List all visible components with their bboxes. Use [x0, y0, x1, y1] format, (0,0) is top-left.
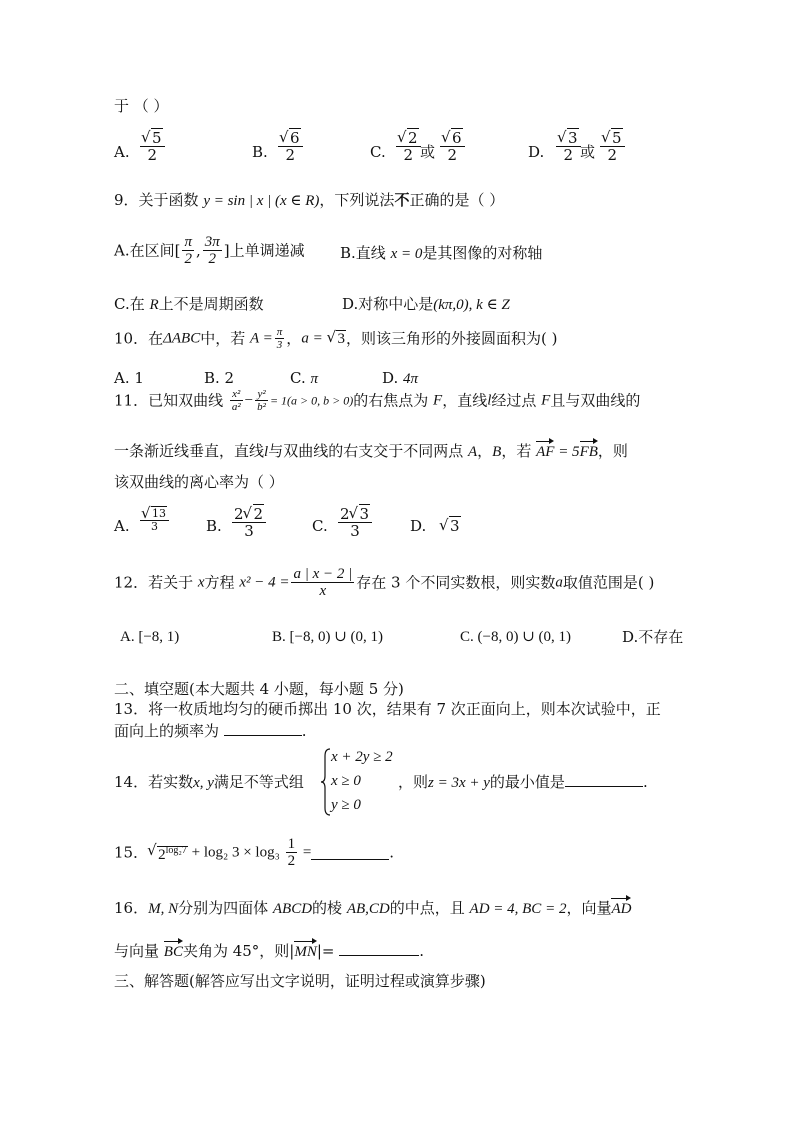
option-a-value: √ $\frac{5}{2}$ — [140, 130, 165, 163]
q12-option-b: B. [−8, 0) ∪ (0, 1) — [272, 629, 384, 645]
q10-options — [114, 368, 514, 388]
q15-stem: 15．√ $2^{log_27} + \log_2$ 3 × log₃ $\frac{1}{2}$ = . — [114, 836, 394, 876]
option-c-label: C. — [370, 143, 386, 161]
option-a-label: A. — [114, 143, 130, 161]
q16-line-1: 16．M, N分别为四面体 ABCD的棱 AB,CD的中点，且 AD = 4, BC = 2，向量AD — [114, 899, 632, 917]
q12-stem: 12．若关于 x方程 x² − 4 = $\frac{a | x - 2 |}{x}$ 存在 3 个不同实数根，则实数a取值范围是( ) — [114, 566, 655, 599]
vector-af: AF — [536, 444, 555, 460]
option-c-value-1: √ $\frac{2}{2}$ — [396, 130, 421, 163]
q12-option-a: A. [−8, 1) — [120, 629, 180, 645]
vector-fb: FB — [579, 444, 598, 460]
q9-option-d: D.对称中心是(kπ,0), k ∈ Z — [342, 295, 510, 313]
q11-option-a-value: √ $\frac{13}{3}$ — [140, 508, 169, 533]
section-3-heading: 三、解答题(解答应写出文字说明，证明过程或演算步骤) — [114, 972, 486, 990]
q11-line-3: 该双曲线的离心率为（ ） — [114, 473, 284, 491]
option-d-or: 或 — [580, 143, 596, 161]
section-2-heading: 二、填空题(本大题共 4 小题，每小题 5 分) — [114, 680, 404, 698]
q10-option-d: D. 4π — [382, 369, 419, 387]
vector-mn: MN — [294, 944, 317, 960]
option-d-value-2: √ $\frac{5}{2}$ — [600, 130, 625, 163]
option-d-value-1: √ $\frac{3}{2}$ — [556, 130, 581, 163]
q9-option-c: C.在 R上不是周期函数 — [114, 295, 264, 313]
q9-option-b: B.直线 x = 0是其图像的对称轴 — [340, 244, 543, 262]
q11-option-b-value: $\frac{2√ 2}{3}$ — [232, 506, 266, 539]
q14-inequality-1: x + 2y ≥ 2 — [331, 749, 393, 765]
q10-stem: 10．在ΔABC中，若 A = $\frac{\pi}{3}$ ，a = √ 3，则该三角形的外接圆面积为( ) — [114, 326, 557, 366]
q14-stem-left: 14．若实数x, y满足不等式组 — [114, 773, 304, 791]
q11-option-d-value: √ 3 — [440, 516, 461, 536]
option-c-or: 或 — [420, 143, 436, 161]
option-c-value-2: √ $\frac{6}{2}$ — [440, 130, 465, 163]
q16-answer-blank — [339, 941, 419, 956]
q12-option-d: D.不存在 — [622, 628, 684, 646]
q13-answer-blank — [224, 721, 302, 736]
q13-line-2: 面向上的频率为 . — [114, 722, 307, 740]
option-b-value: √ $\frac{6}{2}$ — [278, 130, 303, 163]
q16-line-2: 与向量 BC夹角为 45°，则|MN|= . — [114, 942, 425, 960]
q13-line-1: 13．将一枚质地均匀的硬币掷出 10 次，结果有 7 次正面向上，则本次试验中，正 — [114, 700, 661, 718]
q14-inequality-2: x ≥ 0 — [331, 773, 361, 789]
q11-line-1: 11．已知双曲线 $\frac{\text{x²}}{\text{a²}}$ − $\frac{\text{y²}}{\text{b²}}$ = 1(a > 0, b > 0)的右焦点为 F，直线l经过点 F且与双曲线的 — [114, 388, 641, 413]
vector-bc: BC — [163, 944, 183, 960]
q8-tail: 于 （ ） — [114, 97, 169, 115]
option-d-label: D. — [528, 143, 545, 161]
vector-ad: AD — [611, 901, 632, 917]
q10-option-c: C. π — [290, 369, 319, 387]
q15-answer-blank — [311, 845, 389, 860]
q11-line-2: 一条渐近线垂直，直线l与双曲线的右支交于不同两点 A，B，若 AF = 5FB，则 — [114, 442, 628, 460]
q10-option-a: A. 1 — [114, 369, 144, 387]
q9-option-a: A.在区间[ $\frac{\pi}{2}$ , $\frac{3\pi}{2}$ ]上单调递减 — [114, 234, 305, 267]
q8-options — [114, 130, 674, 174]
q14-inequality-3: y ≥ 0 — [331, 797, 361, 813]
q14-answer-blank — [565, 772, 643, 787]
q12-options — [120, 627, 700, 647]
q10-option-b: B. 2 — [204, 369, 235, 387]
q12-option-c: C. (−8, 0) ∪ (0, 1) — [460, 629, 572, 645]
q11-option-c-value: $\frac{2√ 3}{3}$ — [338, 506, 372, 539]
option-b-label: B. — [252, 143, 268, 161]
q9-stem: 9．关于函数 y = sin | x | (x ∈ R)，下列说法不正确的是（ ） — [114, 191, 505, 209]
q14-stem-right: ，则z = 3x + y的最小值是 . — [398, 773, 648, 791]
q11-options: A. √ $\frac{13}{3}$ B. $\frac{2√ 2}{3}$ C. $\frac{2√ 3}{3}$ D. √ 3 — [114, 506, 534, 546]
